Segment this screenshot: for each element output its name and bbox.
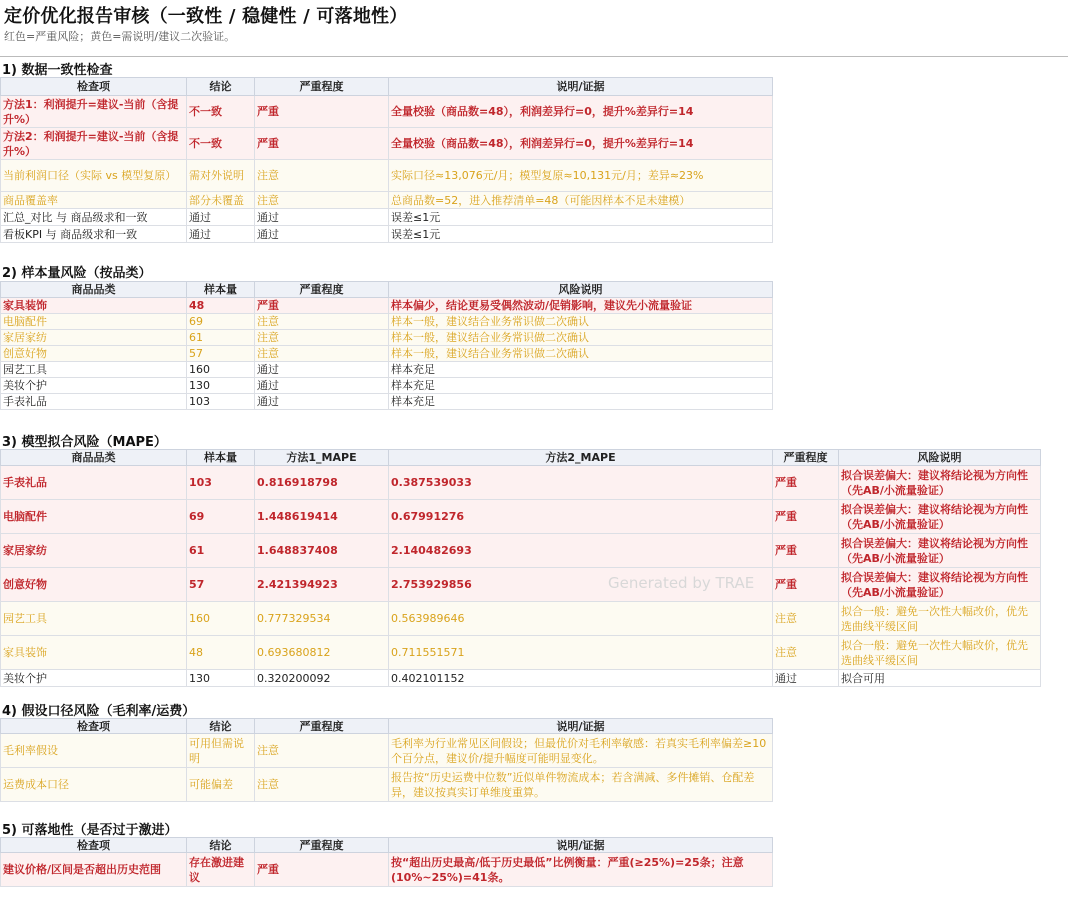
table-cell: 注意	[255, 768, 389, 802]
column-header: 严重程度	[255, 838, 389, 853]
table-row	[1, 209, 773, 226]
table-cell: 总商品数=52，进入推荐清单=48（可能因样本不足未建模）	[389, 192, 773, 209]
table-cell: 拟合可用	[839, 670, 1041, 687]
table-row	[1, 314, 773, 330]
table-cell: 当前利润口径（实际 vs 模型复原）	[1, 160, 187, 192]
table-row	[1, 128, 773, 160]
table-cell: 部分未覆盖	[187, 192, 255, 209]
table-cell: 拟合误差偏大：建议将结论视为方向性（先AB/小流量验证）	[839, 534, 1041, 568]
table-cell: 69	[187, 314, 255, 330]
table-cell: 130	[187, 670, 255, 687]
table-cell: 注意	[255, 734, 389, 768]
column-header: 结论	[187, 719, 255, 734]
table-cell: 注意	[255, 346, 389, 362]
table-cell: 2.753929856	[389, 568, 773, 602]
column-header: 商品品类	[1, 282, 187, 298]
table-cell: 创意好物	[1, 568, 187, 602]
table-cell: 运费成本口径	[1, 768, 187, 802]
table-cell: 严重	[773, 466, 839, 500]
table-cell: 样本充足	[389, 362, 773, 378]
table-cell: 园艺工具	[1, 602, 187, 636]
table-cell: 1.448619414	[255, 500, 389, 534]
table-cell: 样本一般，建议结合业务常识做二次确认	[389, 346, 773, 362]
table-cell: 报告按“历史运费中位数”近似单件物流成本；若含满减、多件摊销、仓配差异，建议按真实订单维度重算。	[389, 768, 773, 802]
table-cell: 建议价格/区间是否超出历史范围	[1, 853, 187, 887]
table-cell: 样本一般，建议结合业务常识做二次确认	[389, 314, 773, 330]
table-cell: 拟合误差偏大：建议将结论视为方向性（先AB/小流量验证）	[839, 568, 1041, 602]
column-header: 检查项	[1, 719, 187, 734]
column-header: 说明/证据	[389, 838, 773, 853]
table-cell: 严重	[255, 298, 389, 314]
table-cell: 通过	[187, 226, 255, 243]
table-cell: 手表礼品	[1, 394, 187, 410]
column-header: 说明/证据	[389, 719, 773, 734]
table-cell: 误差≤1元	[389, 226, 773, 243]
table-row	[1, 568, 1041, 602]
table-cell: 手表礼品	[1, 466, 187, 500]
column-header: 样本量	[187, 450, 255, 466]
column-header: 严重程度	[255, 78, 389, 96]
table-cell: 样本充足	[389, 378, 773, 394]
table-cell: 0.816918798	[255, 466, 389, 500]
table-cell: 严重	[773, 568, 839, 602]
table-cell: 家居家纺	[1, 534, 187, 568]
table-cell: 可用但需说明	[187, 734, 255, 768]
table-header-row	[1, 450, 1041, 466]
table-cell: 电脑配件	[1, 314, 187, 330]
table-cell: 家居家纺	[1, 330, 187, 346]
table-row	[1, 378, 773, 394]
table-cell: 拟合误差偏大：建议将结论视为方向性（先AB/小流量验证）	[839, 500, 1041, 534]
table-cell: 毛利率为行业常见区间假设；但最优价对毛利率敏感：若真实毛利率偏差≥10个百分点，建议价/提升幅度可能明显变化。	[389, 734, 773, 768]
table-cell: 不一致	[187, 128, 255, 160]
column-header: 严重程度	[773, 450, 839, 466]
table-cell: 57	[187, 568, 255, 602]
table-row	[1, 670, 1041, 687]
table-cell: 家具装饰	[1, 636, 187, 670]
section3-title: 3) 模型拟合风险（MAPE）	[2, 435, 167, 450]
column-header: 方法2_MAPE	[389, 450, 773, 466]
table-cell: 注意	[255, 330, 389, 346]
table-cell: 注意	[773, 602, 839, 636]
table-header-row	[1, 282, 773, 298]
table-cell: 需对外说明	[187, 160, 255, 192]
table-row	[1, 768, 773, 802]
table-cell: 61	[187, 534, 255, 568]
table-cell: 方法1：利润提升=建议-当前（含提升%）	[1, 96, 187, 128]
table-cell: 通过	[255, 394, 389, 410]
table-cell: 2.421394923	[255, 568, 389, 602]
table-row	[1, 96, 773, 128]
table-cell: 通过	[255, 378, 389, 394]
table-cell: 注意	[255, 314, 389, 330]
table-cell: 误差≤1元	[389, 209, 773, 226]
table-cell: 0.387539033	[389, 466, 773, 500]
table-cell: 汇总_对比 与 商品级求和一致	[1, 209, 187, 226]
table-row	[1, 466, 1041, 500]
table-cell: 103	[187, 466, 255, 500]
column-header: 方法1_MAPE	[255, 450, 389, 466]
table-row	[1, 636, 1041, 670]
assumption-table	[0, 718, 773, 802]
table-cell: 毛利率假设	[1, 734, 187, 768]
table-cell: 存在激进建议	[187, 853, 255, 887]
table-row	[1, 330, 773, 346]
table-cell: 0.563989646	[389, 602, 773, 636]
table-cell: 拟合一般：避免一次性大幅改价，优先选曲线平缓区间	[839, 636, 1041, 670]
table-cell: 57	[187, 346, 255, 362]
table-cell: 严重	[255, 128, 389, 160]
table-row	[1, 500, 1041, 534]
column-header: 结论	[187, 78, 255, 96]
section1-title: 1) 数据一致性检查	[2, 63, 113, 78]
table-cell: 2.140482693	[389, 534, 773, 568]
table-cell: 0.777329534	[255, 602, 389, 636]
table-cell: 严重	[773, 500, 839, 534]
column-header: 风险说明	[389, 282, 773, 298]
table-cell: 1.648837408	[255, 534, 389, 568]
table-cell: 拟合误差偏大：建议将结论视为方向性（先AB/小流量验证）	[839, 466, 1041, 500]
table-row	[1, 226, 773, 243]
column-header: 样本量	[187, 282, 255, 298]
table-cell: 拟合一般：避免一次性大幅改价，优先选曲线平缓区间	[839, 602, 1041, 636]
column-header: 商品品类	[1, 450, 187, 466]
table-cell: 看板KPI 与 商品级求和一致	[1, 226, 187, 243]
feasibility-table	[0, 837, 773, 887]
table-cell: 严重	[773, 534, 839, 568]
table-cell: 美妆个护	[1, 670, 187, 687]
table-cell: 48	[187, 636, 255, 670]
column-header: 风险说明	[839, 450, 1041, 466]
table-cell: 160	[187, 602, 255, 636]
table-cell: 方法2：利润提升=建议-当前（含提升%）	[1, 128, 187, 160]
page-subtitle: 红色=严重风险；黄色=需说明/建议二次验证。	[4, 30, 236, 43]
table-cell: 不一致	[187, 96, 255, 128]
table-row	[1, 160, 773, 192]
table-cell: 注意	[255, 160, 389, 192]
table-cell: 130	[187, 378, 255, 394]
table-cell: 48	[187, 298, 255, 314]
table-row	[1, 298, 773, 314]
table-header-row	[1, 78, 773, 96]
table-cell: 103	[187, 394, 255, 410]
table-cell: 0.402101152	[389, 670, 773, 687]
table-cell: 注意	[773, 636, 839, 670]
table-cell: 通过	[255, 209, 389, 226]
table-header-row	[1, 838, 773, 853]
table-cell: 全量校验（商品数=48），利润差异行=0，提升%差异行=14	[389, 96, 773, 128]
table-cell: 全量校验（商品数=48），利润差异行=0，提升%差异行=14	[389, 128, 773, 160]
table-cell: 样本偏少，结论更易受偶然波动/促销影响，建议先小流量验证	[389, 298, 773, 314]
sample-size-table	[0, 281, 773, 410]
table-cell: 园艺工具	[1, 362, 187, 378]
column-header: 严重程度	[255, 719, 389, 734]
table-cell: 严重	[255, 853, 389, 887]
table-cell: 美妆个护	[1, 378, 187, 394]
watermark: Generated by TRAE	[608, 574, 755, 592]
column-header: 严重程度	[255, 282, 389, 298]
table-cell: 实际口径≈13,076元/月；模型复原≈10,131元/月；差异≈23%	[389, 160, 773, 192]
table-cell: 可能偏差	[187, 768, 255, 802]
table-row	[1, 602, 1041, 636]
table-cell: 通过	[255, 226, 389, 243]
table-row	[1, 734, 773, 768]
table-cell: 创意好物	[1, 346, 187, 362]
table-row	[1, 192, 773, 209]
table-row	[1, 346, 773, 362]
table-row	[1, 853, 773, 887]
table-cell: 0.693680812	[255, 636, 389, 670]
table-cell: 按“超出历史最高/低于历史最低”比例衡量：严重(≥25%)=25条；注意(10%~25%)=41条。	[389, 853, 773, 887]
table-cell: 69	[187, 500, 255, 534]
column-header: 说明/证据	[389, 78, 773, 96]
table-cell: 0.67991276	[389, 500, 773, 534]
header-divider	[0, 56, 1068, 57]
table-cell: 160	[187, 362, 255, 378]
mape-table	[0, 449, 1041, 687]
table-cell: 电脑配件	[1, 500, 187, 534]
column-header: 检查项	[1, 838, 187, 853]
table-header-row	[1, 719, 773, 734]
table-row	[1, 534, 1041, 568]
section4-title: 4) 假设口径风险（毛利率/运费）	[2, 704, 196, 719]
section5-title: 5) 可落地性（是否过于激进）	[2, 823, 178, 838]
table-cell: 61	[187, 330, 255, 346]
section2-title: 2) 样本量风险（按品类）	[2, 266, 152, 281]
table-row	[1, 362, 773, 378]
column-header: 检查项	[1, 78, 187, 96]
table-cell: 商品覆盖率	[1, 192, 187, 209]
table-cell: 通过	[187, 209, 255, 226]
table-cell: 样本充足	[389, 394, 773, 410]
table-cell: 家具装饰	[1, 298, 187, 314]
table-cell: 0.320200092	[255, 670, 389, 687]
table-row	[1, 394, 773, 410]
table-cell: 样本一般，建议结合业务常识做二次确认	[389, 330, 773, 346]
table-cell: 严重	[255, 96, 389, 128]
table-cell: 通过	[255, 362, 389, 378]
consistency-table	[0, 77, 773, 243]
page-title: 定价优化报告审核（一致性 / 稳健性 / 可落地性）	[4, 6, 408, 27]
table-cell: 0.711551571	[389, 636, 773, 670]
column-header: 结论	[187, 838, 255, 853]
table-cell: 通过	[773, 670, 839, 687]
table-cell: 注意	[255, 192, 389, 209]
